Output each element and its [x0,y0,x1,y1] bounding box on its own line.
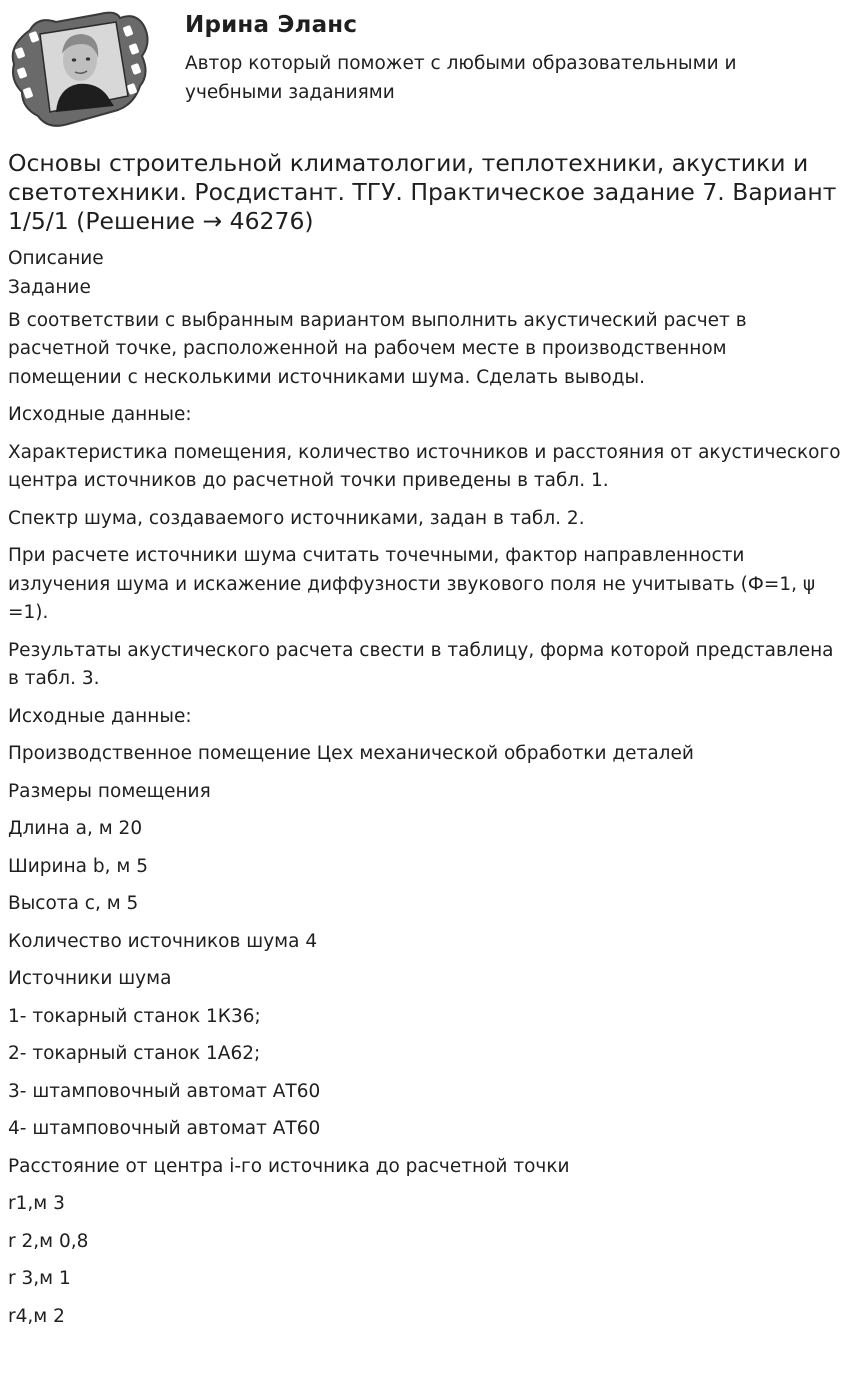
paragraph-distance-r3: r 3,м 1 [8,1268,71,1289]
paragraph-source-count: Количество источников шума 4 [8,930,318,952]
paragraph-distance-r4: r4,м 2 [8,1305,65,1327]
paragraph-initial-data-heading: Исходные данные: [8,404,192,425]
paragraph-source-3: 3- штамповочный автомат АТ60 [8,1080,321,1102]
paragraph-room-characteristics: Характеристика помещения, количество источников и расстояния от акустического центра источников до расчетной точки приведены в табл. 1. [8,441,841,491]
paragraph-noise-spectrum: Спектр шума, создаваемого источниками, задан в табл. 2. [8,507,585,529]
paragraph-room-dimensions: Размеры помещения [8,780,211,802]
author-name[interactable]: Ирина Эланс [185,12,358,38]
page-title: Основы строительной климатологии, теплотехники, акустики и светотехники. Росдистант. ТГУ. Практическое задание 7. Вариант 1/5/1 (Решение → 46276) [8,149,837,235]
section-label-description: Описание [8,248,104,269]
paragraph-distance-r2: r 2,м 0,8 [8,1230,89,1252]
paragraph-height: Высота c, м 5 [8,893,139,914]
paragraph-results-table: Результаты акустического расчета свести в таблицу, форма которой представлена в табл. 3. [8,639,834,689]
paragraph-source-1: 1- токарный станок 1К36; [8,1005,261,1027]
paragraph-source-2: 2- токарный станок 1А62; [8,1043,261,1064]
paragraph-distance-r1: r1,м 3 [8,1193,65,1214]
paragraph-distance-heading: Расстояние от центра i-го источника до расчетной точки [8,1155,570,1177]
paragraph-room-type: Производственное помещение Цех механической обработки деталей [8,743,694,764]
paragraph-source-4: 4- штамповочный автомат АТ60 [8,1118,321,1139]
paragraph-length: Длина a, м 20 [8,818,143,839]
paragraph-task-statement: В соответствии с выбранным вариантом выполнить акустический расчет в расчетной точке, расположенной на рабочем месте в производственном помещении с несколькими источниками шума. Сделать выводы. [8,309,747,388]
paragraph-initial-data-heading-2: Исходные данные: [8,705,192,727]
paragraph-sources-heading: Источники шума [8,968,172,989]
paragraph-calculation-assumptions: При расчете источники шума считать точечными, фактор направленности излучения шума и искажение диффузности звукового поля не учитывать (Ф=1, ψ =1). [8,545,816,623]
task-content [8,244,843,1336]
author-avatar [8,8,150,128]
author-block [0,0,847,135]
author-description: Автор который поможет с любыми образовательными и учебными заданиями [185,53,737,103]
section-label-task: Задание [8,277,91,298]
paragraph-width: Ширина b, м 5 [8,855,148,877]
